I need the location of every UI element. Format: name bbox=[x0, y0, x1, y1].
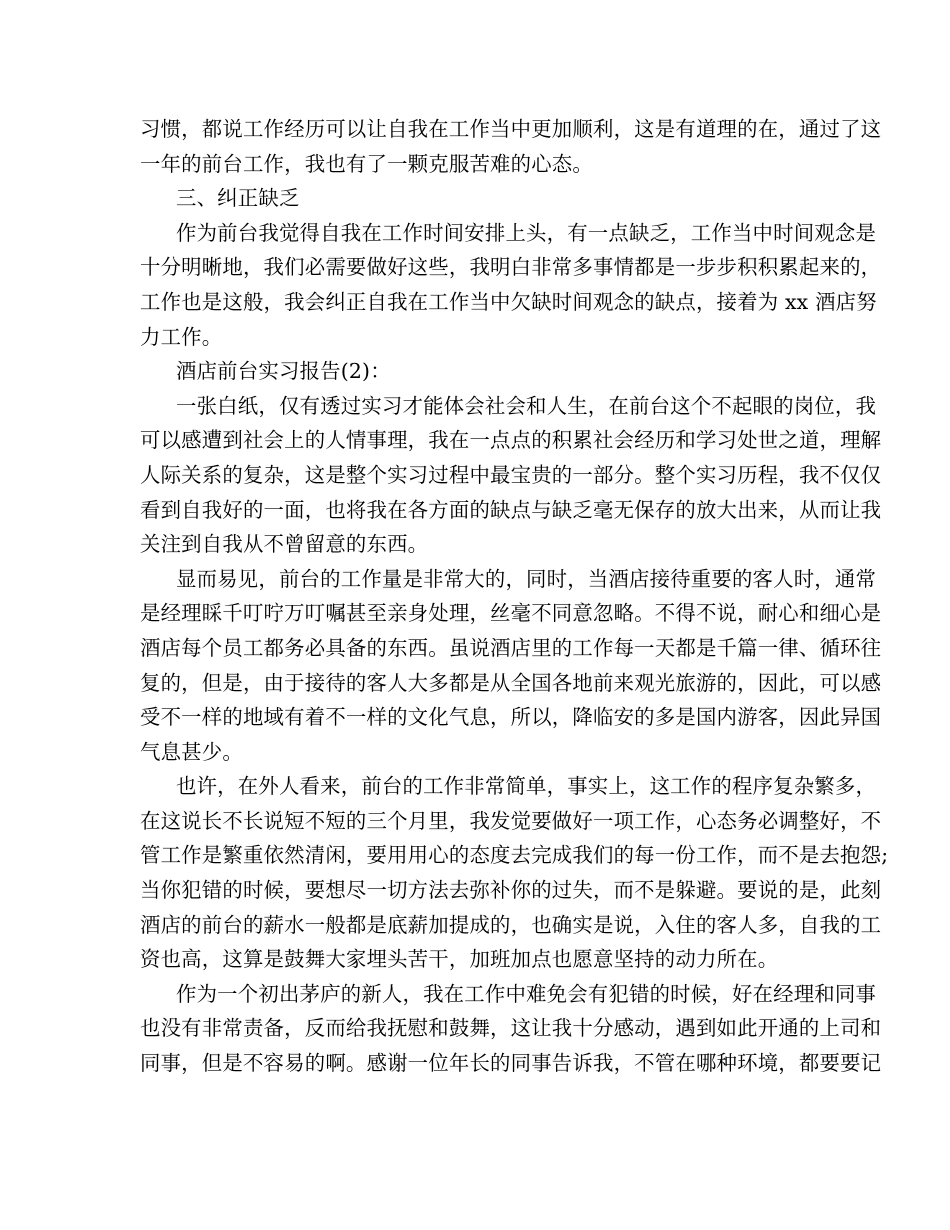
text-line: 也许，在外人看来，前台的工作非常简单，事实上，这工作的程序复杂繁多， bbox=[176, 774, 877, 799]
text-line: 人际关系的复杂，这是整个实习过程中最宝贵的一部分。整个实习历程，我不仅仅 bbox=[140, 462, 882, 487]
text-line: 作为一个初出茅庐的新人，我在工作中难免会有犯错的时候，好在经理和同事 bbox=[176, 981, 877, 1006]
text-line: 作为前台我觉得自我在工作时间安排上头，有一点缺乏，工作当中时间观念是 bbox=[176, 220, 877, 245]
text-line: 显而易见，前台的工作量是非常大的，同时，当酒店接待重要的客人时，通常 bbox=[176, 566, 877, 591]
text-line: 酒店的前台的薪水一般都是底薪加提成的，也确实是说，入住的客人多，自我的工 bbox=[140, 912, 882, 937]
text-line: 关注到自我从不曾留意的东西。 bbox=[140, 532, 429, 557]
text-line: 一张白纸，仅有透过实习才能体会社会和人生，在前台这个不起眼的岗位，我 bbox=[176, 393, 877, 418]
text-line: 资也高，这算是鼓舞大家埋头苦干，加班加点也愿意坚持的动力所在。 bbox=[140, 947, 779, 972]
text-line: 受不一样的地域有着不一样的文化气息，所以，降临安的多是国内游客，因此异国 bbox=[140, 705, 882, 730]
section-heading: 三、纠正缺乏 bbox=[176, 186, 300, 211]
document-body bbox=[140, 112, 889, 1081]
text-line: 是经理睬千叮咛万叮嘱甚至亲身处理，丝毫不同意忽略。不得不说，耐心和细心是 bbox=[140, 601, 882, 626]
text-line: 力工作。 bbox=[140, 324, 223, 349]
text-line: 一年的前台工作，我也有了一颗克服苦难的心态。 bbox=[140, 151, 593, 176]
text-line: 十分明晰地，我们必需要做好这些，我明白非常多事情都是一步步积积累起来的， bbox=[140, 255, 882, 280]
text-line: 工作也是这般，我会纠正自我在工作当中欠缺时间观念的缺点，接着为 xx 酒店努 bbox=[140, 289, 877, 314]
text-line: 看到自我好的一面，也将我在各方面的缺点与缺乏毫无保存的放大出来，从而让我 bbox=[140, 497, 882, 522]
report-subtitle: 酒店前台实习报告(2)： bbox=[176, 359, 391, 384]
text-line: 复的，但是，由于接待的客人大多都是从全国各地前来观光旅游的，因此，可以感 bbox=[140, 670, 882, 695]
text-line: 管工作是繁重依然清闲，要用用心的态度去完成我们的每一份工作，而不是去抱怨; bbox=[140, 843, 889, 868]
text-line: 也没有非常责备，反而给我抚慰和鼓舞，这让我十分感动，遇到如此开通的上司和 bbox=[140, 1016, 882, 1041]
text-line: 在这说长不长说短不短的三个月里，我发觉要做好一项工作，心态务必调整好，不 bbox=[140, 808, 882, 833]
text-line: 气息甚少。 bbox=[140, 739, 243, 764]
text-line: 当你犯错的时候，要想尽一切方法去弥补你的过失，而不是躲避。要说的是，此刻 bbox=[140, 878, 882, 903]
text-line: 习惯，都说工作经历可以让自我在工作当中更加顺利，这是有道理的在，通过了这 bbox=[140, 117, 882, 141]
text-line: 同事，但是不容易的啊。感谢一位年长的同事告诉我，不管在哪种环境，都要要记 bbox=[140, 1051, 882, 1076]
text-line: 可以感遭到社会上的人情事理，我在一点点的积累社会经历和学习处世之道，理解 bbox=[140, 428, 882, 453]
text-line: 酒店每个员工都务必具备的东西。虽说酒店里的工作每一天都是千篇一律、循环往 bbox=[140, 635, 882, 660]
